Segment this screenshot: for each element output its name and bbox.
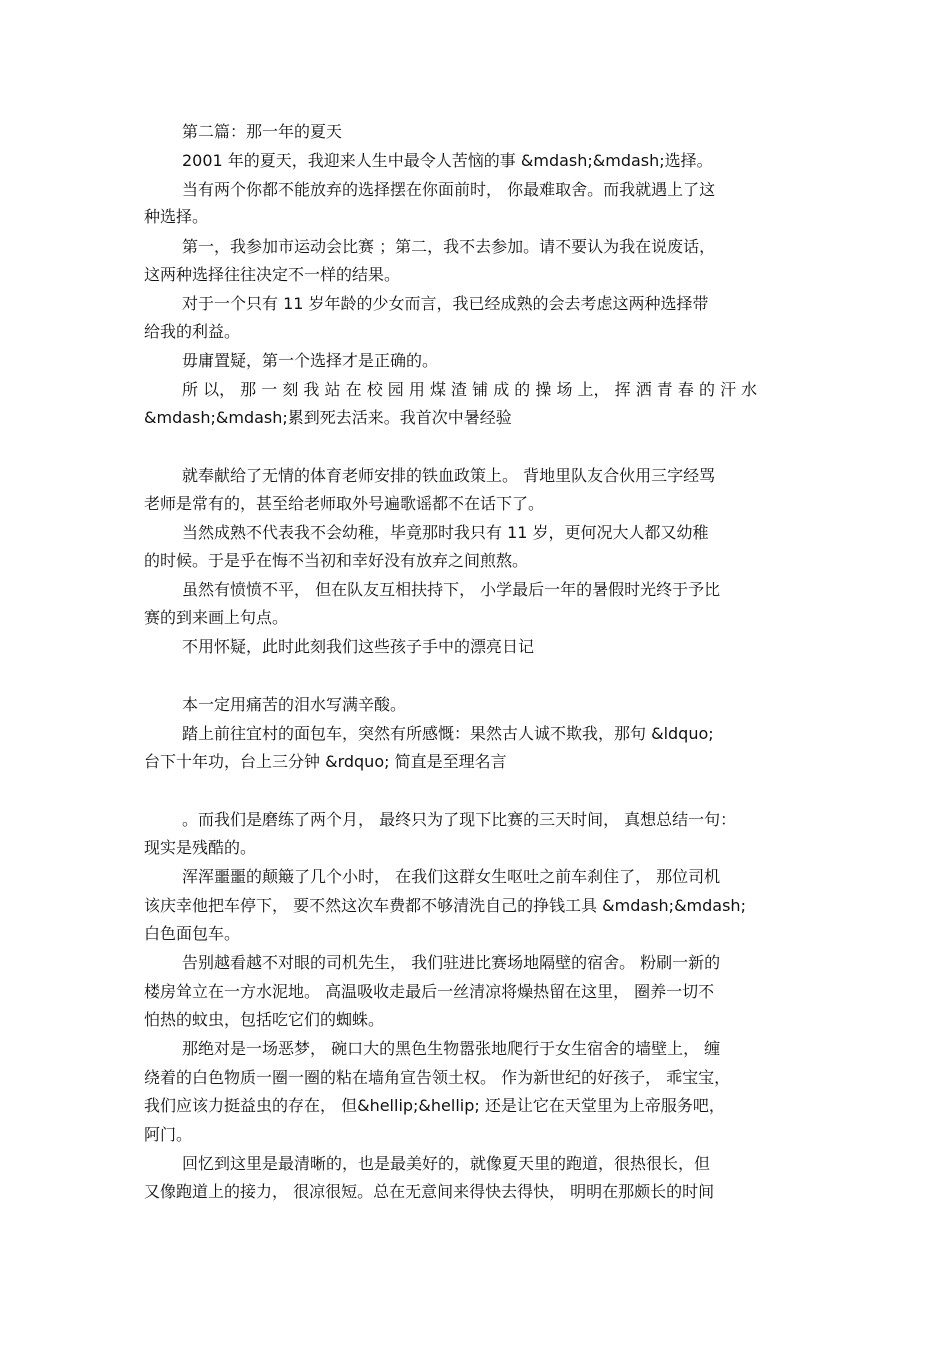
paragraph-line: 台下十年功，台上三分钟 &rdquo; 简直是至理名言 bbox=[144, 752, 507, 771]
paragraph-line: 那绝对是一场恶梦， 碗口大的黑色生物嚣张地爬行于女生宿舍的墙壁上， 缠 bbox=[182, 1039, 721, 1058]
paragraph-line: 本一定用痛苦的泪水写满辛酸。 bbox=[182, 695, 407, 714]
paragraph-line: 告别越看越不对眼的司机先生， 我们驻进比赛场地隔壁的宿舍。 粉刷一新的 bbox=[182, 953, 721, 972]
paragraph-line: 老师是常有的，甚至给老师取外号遍歌谣都不在话下了。 bbox=[144, 494, 545, 513]
paragraph-line: 不用怀疑，此时此刻我们这些孩子手中的漂亮日记 bbox=[182, 637, 535, 656]
paragraph-line: 现实是残酷的。 bbox=[144, 838, 257, 857]
paragraph-line: 我们应该力挺益虫的存在， 但&hellip;&hellip; 还是让它在天堂里为上帝服务吧， bbox=[144, 1096, 725, 1115]
paragraph-line: 虽然有愤愤不平， 但在队友互相扶持下， 小学最后一年的暑假时光终于予比 bbox=[182, 580, 721, 599]
essay-title: 第二篇：那一年的夏天 bbox=[182, 122, 343, 141]
paragraph-line: 白色面包车。 bbox=[144, 924, 241, 943]
paragraph-line: 毋庸置疑，第一个选择才是正确的。 bbox=[182, 351, 439, 370]
paragraph-line: 2001 年的夏天，我迎来人生中最令人苦恼的事 &mdash;&mdash;选择。 bbox=[182, 151, 713, 170]
paragraph-line: 给我的利益。 bbox=[144, 322, 241, 341]
paragraph-line: 楼房耸立在一方水泥地。 高温吸收走最后一丝清凉将燥热留在这里， 圈养一切不 bbox=[144, 982, 715, 1001]
paragraph-line: 绕着的白色物质一圈一圈的粘在墙角宣告领土权。 作为新世纪的好孩子， 乖宝宝， bbox=[144, 1068, 731, 1087]
paragraph-line: 阿门。 bbox=[144, 1125, 193, 1144]
paragraph-line: 就奉献给了无情的体育老师安排的铁血政策上。 背地里队友合伙用三字经骂 bbox=[182, 466, 716, 485]
paragraph-line: 第一，我参加市运动会比赛 ；第二，我不去参加。请不要认为我在说废话， bbox=[182, 237, 716, 256]
paragraph-line: 这两种选择往往决定不一样的结果。 bbox=[144, 265, 401, 284]
paragraph-line: 所 以， 那 一 刻 我 站 在 校 园 用 煤 渣 铺 成 的 操 场 上， 挥 洒 青 春 的 汗 水 bbox=[182, 380, 758, 399]
paragraph-line: 赛的到来画上句点。 bbox=[144, 608, 289, 627]
paragraph-line: 该庆幸他把车停下， 要不然这次车费都不够清洗自己的挣钱工具 &mdash;&mdash; bbox=[144, 896, 746, 915]
paragraph-line: 踏上前往宜村的面包车，突然有所感慨：果然古人诚不欺我，那句 &ldquo; bbox=[182, 724, 714, 743]
paragraph-line: 种选择。 bbox=[144, 207, 209, 226]
paragraph-line: 浑浑噩噩的颠簸了几个小时， 在我们这群女生呕吐之前车刹住了， 那位司机 bbox=[182, 867, 721, 886]
paragraph-line: 对于一个只有 11 岁年龄的少女而言，我已经成熟的会去考虑这两种选择带 bbox=[182, 294, 709, 313]
paragraph-line: 的时候。于是乎在悔不当初和幸好没有放弃之间煎熬。 bbox=[144, 551, 529, 570]
paragraph-line: 当有两个你都不能放弃的选择摆在你面前时， 你最难取舍。而我就遇上了这 bbox=[182, 180, 716, 199]
paragraph-line: 回忆到这里是最清晰的，也是最美好的，就像夏天里的跑道，很热很长，但 bbox=[182, 1154, 711, 1173]
paragraph-line: 当然成熟不代表我不会幼稚，毕竟那时我只有 11 岁，更何况大人都又幼稚 bbox=[182, 523, 709, 542]
paragraph-line: 又像跑道上的接力， 很凉很短。总在无意间来得快去得快， 明明在那颇长的时间 bbox=[144, 1182, 715, 1201]
paragraph-line: 怕热的蚊虫，包括吃它们的蜘蛛。 bbox=[144, 1010, 385, 1029]
paragraph-line: 。而我们是磨练了两个月， 最终只为了现下比赛的三天时间， 真想总结一句： bbox=[182, 810, 737, 829]
paragraph-line: &mdash;&mdash;累到死去活来。我首次中暑经验 bbox=[144, 408, 512, 427]
